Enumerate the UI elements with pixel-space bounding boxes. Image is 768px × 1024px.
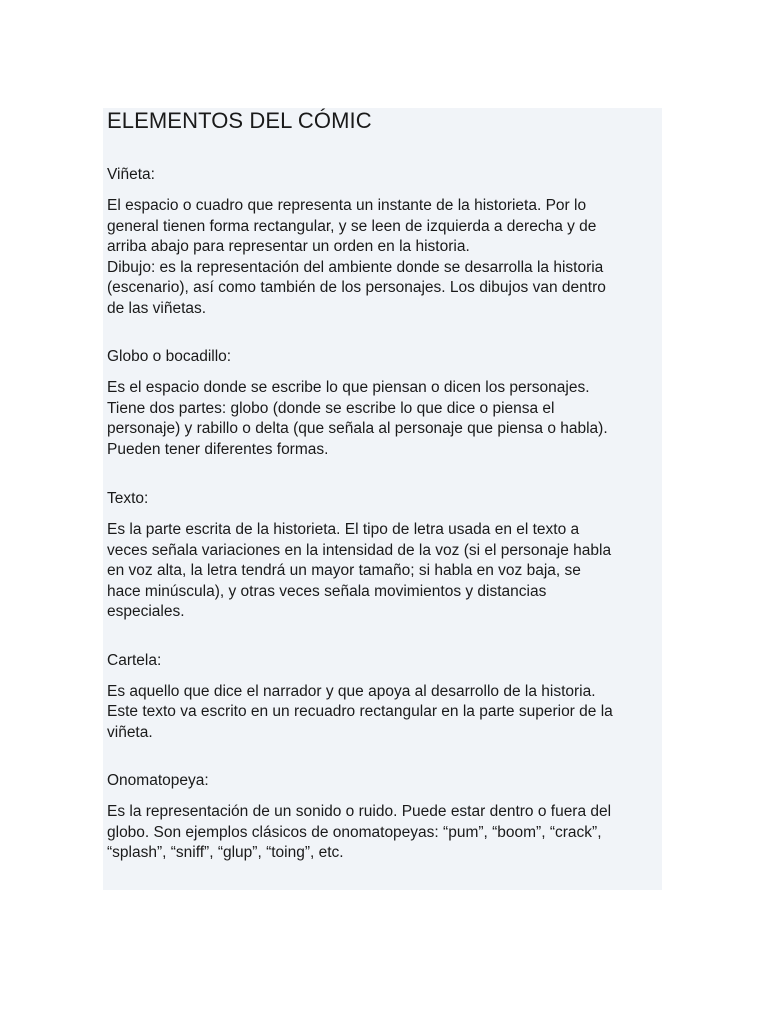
section-heading: Texto: bbox=[107, 490, 149, 507]
document-content bbox=[103, 108, 662, 890]
section-text: Es la representación de un sonido o ruido. Puede estar dentro o fuera del globo. Son ejemplos clásicos de onomatopeyas: “pum”, “boom”, “crack”, “splash”, “sniff”, “glup”, “toing”, etc. bbox=[107, 803, 612, 861]
section-heading: Onomatopeya: bbox=[107, 772, 209, 789]
section-text: El espacio o cuadro que representa un instante de la historieta. Por lo general tienen forma rectangular, y se leen de izquierda a derecha y de arriba abajo para representar un orden en la historia. Dibujo: es la representación del ambiente donde se desarrolla la historia (escenario), así como también de los personajes. Los dibujos van dentro de las viñetas. bbox=[107, 197, 606, 317]
document-title: ELEMENTOS DEL CÓMIC bbox=[107, 108, 372, 133]
section-text: Es la parte escrita de la historieta. El tipo de letra usada en el texto a veces señala variaciones en la intensidad de la voz (si el personaje habla en voz alta, la letra tendrá un mayor tamaño; si habla en voz baja, se hace minúscula), y otras veces señala movimientos y distancias especiales. bbox=[107, 521, 612, 620]
section-heading: Viñeta: bbox=[107, 166, 155, 183]
section-cartela bbox=[107, 651, 658, 744]
section-globo bbox=[107, 347, 658, 460]
section-heading: Globo o bocadillo: bbox=[107, 348, 232, 365]
section-heading: Cartela: bbox=[107, 651, 162, 669]
section-onomatopeya bbox=[107, 771, 658, 864]
section-vineta bbox=[107, 165, 658, 319]
section-texto bbox=[107, 489, 658, 623]
section-text: Es aquello que dice el narrador y que apoya al desarrollo de la historia. Este texto va escrito en un recuadro rectangular en la parte superior de la viñeta. bbox=[107, 682, 613, 741]
section-text: Es el espacio donde se escribe lo que piensan o dicen los personajes. Tiene dos partes: globo (donde se escribe lo que dice o piensa el personaje) y rabillo o delta (que señala al personaje que piensa o habla). Pueden tener diferentes formas. bbox=[107, 379, 608, 458]
